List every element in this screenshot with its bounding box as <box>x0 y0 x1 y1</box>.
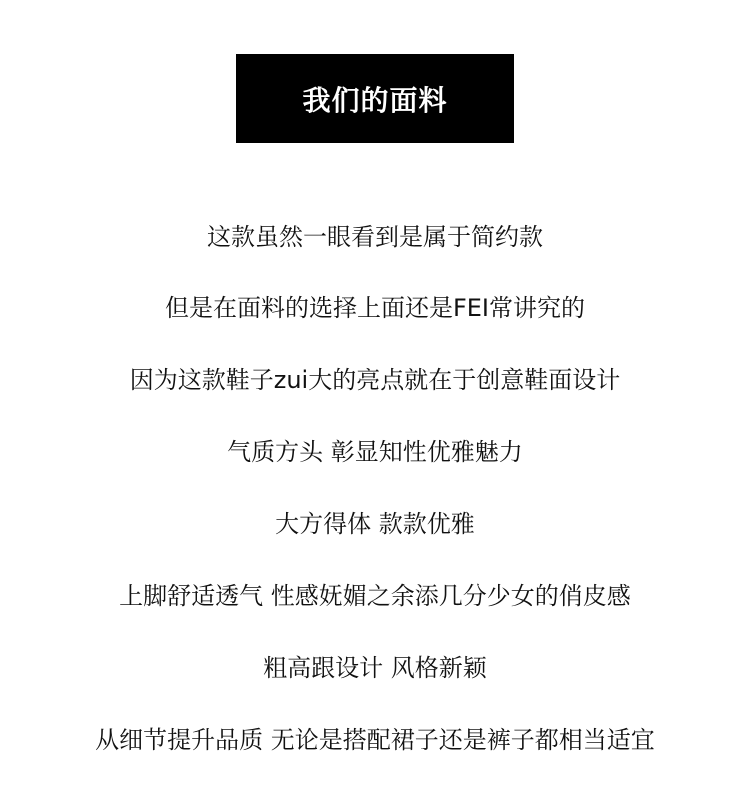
page-title: 我们的面料 <box>302 83 448 117</box>
text-line: 上脚舒适透气 性感妩媚之余添几分少女的俏皮感 <box>119 582 631 610</box>
text-line: 因为这款鞋子zui大的亮点就在于创意鞋面设计 <box>129 366 621 394</box>
text-line: 但是在面料的选择上面还是FEI常讲究的 <box>164 294 586 322</box>
text-line: 气质方头 彰显知性优雅魅力 <box>227 438 523 466</box>
text-line: 大方得体 款款优雅 <box>275 510 475 538</box>
text-line: 从细节提升品质 无论是搭配裙子还是裤子都相当适宜 <box>95 726 655 754</box>
text-line: 粗高跟设计 风格新颖 <box>263 654 487 682</box>
text-line: 这款虽然一眼看到是属于简约款 <box>207 223 543 251</box>
